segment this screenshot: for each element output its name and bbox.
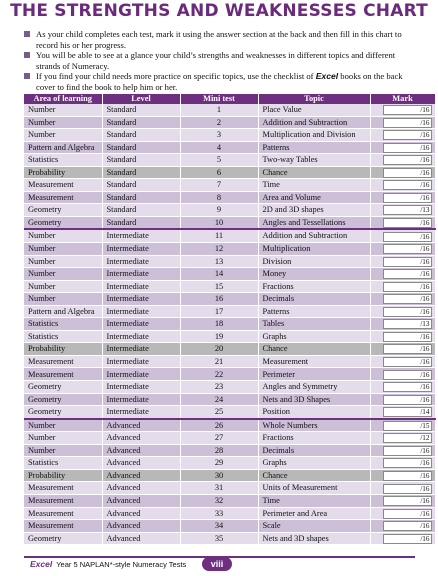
cell-mark [370, 532, 435, 545]
cell-area: Number [24, 104, 102, 116]
cell-level: Advanced [102, 507, 180, 520]
table-row [24, 229, 435, 242]
cell-level: Standard [102, 166, 180, 179]
cell-topic: Decimals [258, 293, 370, 306]
cell-area: Measurement [24, 191, 102, 204]
mark-entry-box[interactable]: /16 [383, 244, 432, 254]
header-area: Area of learning [24, 94, 102, 104]
table-row [24, 104, 435, 116]
cell-mark [370, 204, 435, 217]
table-row [24, 268, 435, 281]
table-row [24, 243, 435, 256]
cell-topic: Nets and 3D shapes [258, 532, 370, 545]
mark-entry-box[interactable]: /16 [383, 282, 432, 292]
cell-mark [370, 520, 435, 533]
table-row [24, 318, 435, 331]
cell-mark [370, 355, 435, 368]
cell-mini-test: 29 [180, 457, 258, 470]
cell-mini-test: 15 [180, 280, 258, 293]
cell-mini-test: 14 [180, 268, 258, 281]
cell-level: Intermediate [102, 318, 180, 331]
mark-entry-box[interactable]: /16 [383, 332, 432, 342]
mark-entry-box[interactable]: /14 [383, 407, 432, 417]
table-row [24, 494, 435, 507]
cell-level: Intermediate [102, 305, 180, 318]
cell-mini-test: 31 [180, 482, 258, 495]
cell-mini-test: 4 [180, 141, 258, 154]
cell-mark [370, 482, 435, 495]
cell-mark [370, 469, 435, 482]
cell-mark [370, 191, 435, 204]
cell-mini-test: 22 [180, 368, 258, 381]
cell-level: Standard [102, 129, 180, 142]
cell-area: Number [24, 268, 102, 281]
cell-area: Number [24, 229, 102, 242]
cell-area: Number [24, 243, 102, 256]
cell-topic: Time [258, 179, 370, 192]
cell-area: Measurement [24, 507, 102, 520]
cell-level: Intermediate [102, 393, 180, 406]
table-row [24, 368, 435, 381]
cell-mark [370, 368, 435, 381]
cell-mark [370, 507, 435, 520]
instruction-text: You will be able to see at a glance your child’s strengths and weaknesses in different topics and different strands of Numeracy. [36, 50, 396, 71]
cell-area: Measurement [24, 494, 102, 507]
bullet-square-icon [24, 52, 30, 58]
cell-topic: Units of Measurement [258, 482, 370, 495]
cell-level: Advanced [102, 469, 180, 482]
mark-entry-box[interactable]: /12 [383, 433, 432, 443]
excel-brand-inline: Excel [315, 71, 339, 82]
cell-mark [370, 419, 435, 432]
table-row [24, 255, 435, 268]
cell-mini-test: 11 [180, 229, 258, 242]
cell-level: Standard [102, 179, 180, 192]
cell-mark [370, 179, 435, 192]
cell-mini-test: 28 [180, 444, 258, 457]
cell-mark [370, 141, 435, 154]
cell-mini-test: 27 [180, 432, 258, 445]
cell-topic: 2D and 3D shapes [258, 204, 370, 217]
mark-entry-box[interactable]: /16 [383, 143, 432, 153]
cell-mark [370, 406, 435, 419]
mark-entry-box[interactable]: /16 [383, 458, 432, 468]
cell-mark [370, 229, 435, 242]
mark-entry-box[interactable]: /16 [383, 105, 432, 115]
cell-level: Intermediate [102, 293, 180, 306]
cell-mini-test: 30 [180, 469, 258, 482]
cell-level: Advanced [102, 419, 180, 432]
cell-topic: Chance [258, 343, 370, 356]
cell-mini-test: 35 [180, 532, 258, 545]
cell-area: Number [24, 419, 102, 432]
mark-entry-box[interactable]: /16 [383, 357, 432, 367]
cell-area: Geometry [24, 381, 102, 394]
cell-area: Statistics [24, 457, 102, 470]
cell-level: Standard [102, 191, 180, 204]
bullet-square-icon [24, 73, 30, 79]
cell-area: Probability [24, 469, 102, 482]
cell-level: Advanced [102, 532, 180, 545]
cell-topic: Patterns [258, 305, 370, 318]
cell-area: Number [24, 432, 102, 445]
cell-area: Geometry [24, 532, 102, 545]
cell-level: Intermediate [102, 280, 180, 293]
table-row [24, 293, 435, 306]
cell-mini-test: 1 [180, 104, 258, 116]
cell-area: Probability [24, 166, 102, 179]
cell-mark [370, 268, 435, 281]
cell-level: Standard [102, 104, 180, 116]
cell-area: Measurement [24, 179, 102, 192]
cell-mark [370, 444, 435, 457]
cell-mini-test: 2 [180, 116, 258, 129]
cell-mini-test: 8 [180, 191, 258, 204]
cell-area: Number [24, 116, 102, 129]
cell-mark [370, 116, 435, 129]
instruction-text-pre: If you find your child needs more practice on specific topics, use the checklist of [36, 71, 316, 82]
table-row [24, 457, 435, 470]
cell-topic: Measurement [258, 355, 370, 368]
table-row [24, 280, 435, 293]
cell-level: Intermediate [102, 243, 180, 256]
cell-topic: Place Value [258, 104, 370, 116]
mark-entry-box[interactable]: /16 [383, 118, 432, 128]
cell-mark [370, 330, 435, 343]
cell-topic: Addition and Subtraction [258, 116, 370, 129]
page-title: THE STRENGTHS AND WEAKNESSES CHART [10, 1, 428, 21]
mark-entry-box[interactable]: /15 [383, 421, 432, 431]
cell-area: Statistics [24, 318, 102, 331]
instruction-text-post: books on the back cover to find the book to help him or her. [36, 71, 403, 92]
cell-topic: Chance [258, 166, 370, 179]
cell-mini-test: 26 [180, 419, 258, 432]
cell-mark [370, 255, 435, 268]
cell-topic: Tables [258, 318, 370, 331]
mark-entry-box[interactable]: /16 [383, 534, 432, 544]
cell-topic: Area and Volume [258, 191, 370, 204]
cell-mark [370, 432, 435, 445]
instruction-item [24, 50, 420, 71]
cell-mini-test: 19 [180, 330, 258, 343]
cell-topic: Multiplication and Division [258, 129, 370, 142]
cell-mark [370, 280, 435, 293]
cell-level: Standard [102, 154, 180, 167]
cell-mini-test: 17 [180, 305, 258, 318]
cell-level: Intermediate [102, 330, 180, 343]
cell-mini-test: 13 [180, 255, 258, 268]
mark-entry-box[interactable]: /16 [383, 257, 432, 267]
table-row [24, 444, 435, 457]
cell-area: Measurement [24, 368, 102, 381]
header-mark: Mark [370, 94, 435, 104]
cell-topic: Division [258, 255, 370, 268]
table-row [24, 393, 435, 406]
mark-entry-box[interactable]: /16 [383, 294, 432, 304]
cell-mini-test: 6 [180, 166, 258, 179]
cell-area: Number [24, 444, 102, 457]
table-row [24, 482, 435, 495]
cell-area: Geometry [24, 216, 102, 229]
cell-topic: Addition and Subtraction [258, 229, 370, 242]
cell-mini-test: 34 [180, 520, 258, 533]
cell-topic: Patterns [258, 141, 370, 154]
cell-topic: Graphs [258, 457, 370, 470]
cell-topic: Fractions [258, 432, 370, 445]
cell-mark [370, 216, 435, 229]
cell-mark [370, 243, 435, 256]
mark-entry-box[interactable]: /16 [383, 168, 432, 178]
cell-level: Intermediate [102, 381, 180, 394]
table-row [24, 305, 435, 318]
cell-level: Standard [102, 141, 180, 154]
table-row [24, 532, 435, 545]
footer-title: Year 5 NAPLAN*-style Numeracy Tests [56, 560, 187, 569]
cell-level: Standard [102, 216, 180, 229]
cell-topic: Graphs [258, 330, 370, 343]
instruction-item [24, 71, 420, 92]
table-row [24, 507, 435, 520]
cell-area: Geometry [24, 204, 102, 217]
cell-mini-test: 21 [180, 355, 258, 368]
cell-area: Number [24, 255, 102, 268]
mark-entry-box[interactable]: /16 [383, 484, 432, 494]
cell-area: Pattern and Algebra [24, 305, 102, 318]
header-mini-test: Mini test [180, 94, 258, 104]
mark-entry-box[interactable]: /16 [383, 395, 432, 405]
cell-area: Measurement [24, 482, 102, 495]
table-row [24, 469, 435, 482]
mark-entry-box[interactable]: /16 [383, 130, 432, 140]
cell-mark [370, 305, 435, 318]
bullet-square-icon [24, 31, 30, 37]
mark-entry-box[interactable]: /16 [383, 193, 432, 203]
mark-entry-box[interactable]: /16 [383, 180, 432, 190]
cell-mini-test: 24 [180, 393, 258, 406]
cell-topic: Fractions [258, 280, 370, 293]
cell-area: Measurement [24, 355, 102, 368]
cell-mini-test: 5 [180, 154, 258, 167]
cell-topic: Perimeter [258, 368, 370, 381]
cell-mark [370, 129, 435, 142]
cell-topic: Angles and Tessellations [258, 216, 370, 229]
cell-mark [370, 104, 435, 116]
footer [30, 559, 186, 569]
table-row [24, 141, 435, 154]
cell-mini-test: 3 [180, 129, 258, 142]
table-body [24, 104, 435, 545]
cell-topic: Angles and Symmetry [258, 381, 370, 394]
cell-mark [370, 343, 435, 356]
cell-topic: Decimals [258, 444, 370, 457]
mark-entry-box[interactable]: /16 [383, 471, 432, 481]
cell-mini-test: 23 [180, 381, 258, 394]
cell-topic: Money [258, 268, 370, 281]
table-row [24, 406, 435, 419]
cell-topic: Chance [258, 469, 370, 482]
cell-mini-test: 32 [180, 494, 258, 507]
mark-entry-box[interactable]: /16 [383, 382, 432, 392]
mark-entry-box[interactable]: /13 [383, 205, 432, 215]
cell-mark [370, 457, 435, 470]
mark-entry-box[interactable]: /16 [383, 521, 432, 531]
cell-area: Pattern and Algebra [24, 141, 102, 154]
mark-entry-box[interactable]: /13 [383, 319, 432, 329]
header-topic: Topic [258, 94, 370, 104]
cell-topic: Nets and 3D Shapes [258, 393, 370, 406]
cell-level: Advanced [102, 432, 180, 445]
mark-entry-box[interactable]: /16 [383, 509, 432, 519]
table-row [24, 432, 435, 445]
cell-mini-test: 9 [180, 204, 258, 217]
table-header-row [24, 94, 435, 104]
cell-mark [370, 293, 435, 306]
cell-area: Number [24, 293, 102, 306]
table-row [24, 191, 435, 204]
mark-entry-box[interactable]: /16 [383, 307, 432, 317]
page-number: viii [202, 557, 232, 571]
table-row [24, 355, 435, 368]
cell-topic: Position [258, 406, 370, 419]
cell-level: Intermediate [102, 355, 180, 368]
mark-entry-box[interactable]: /16 [383, 218, 432, 228]
table-row [24, 520, 435, 533]
table-row [24, 381, 435, 394]
cell-topic: Multiplication [258, 243, 370, 256]
footer-brand: Excel [30, 559, 53, 569]
cell-level: Intermediate [102, 268, 180, 281]
strengths-weaknesses-table [24, 94, 436, 545]
cell-mini-test: 16 [180, 293, 258, 306]
mark-entry-box[interactable]: /16 [383, 496, 432, 506]
cell-area: Number [24, 129, 102, 142]
cell-area: Geometry [24, 406, 102, 419]
cell-mini-test: 10 [180, 216, 258, 229]
mark-entry-box[interactable]: /16 [383, 370, 432, 380]
cell-mini-test: 25 [180, 406, 258, 419]
cell-area: Statistics [24, 154, 102, 167]
mark-entry-box[interactable]: /16 [383, 155, 432, 165]
table-row [24, 179, 435, 192]
cell-area: Number [24, 280, 102, 293]
instructions-list [24, 29, 420, 93]
mark-entry-box[interactable]: /16 [383, 446, 432, 456]
table-row [24, 216, 435, 229]
cell-topic: Whole Numbers [258, 419, 370, 432]
cell-level: Standard [102, 204, 180, 217]
cell-topic: Time [258, 494, 370, 507]
table-row [24, 116, 435, 129]
cell-mark [370, 166, 435, 179]
cell-mark [370, 381, 435, 394]
cell-level: Advanced [102, 494, 180, 507]
header-level: Level [102, 94, 180, 104]
table-row [24, 343, 435, 356]
cell-level: Advanced [102, 482, 180, 495]
cell-mark [370, 393, 435, 406]
table-row [24, 204, 435, 217]
cell-level: Intermediate [102, 368, 180, 381]
table-row [24, 419, 435, 432]
table-row [24, 330, 435, 343]
cell-level: Intermediate [102, 229, 180, 242]
cell-mini-test: 33 [180, 507, 258, 520]
table-row [24, 154, 435, 167]
cell-mark [370, 154, 435, 167]
mark-entry-box[interactable]: /16 [383, 269, 432, 279]
cell-level: Standard [102, 116, 180, 129]
cell-mark [370, 494, 435, 507]
cell-mini-test: 7 [180, 179, 258, 192]
cell-level: Intermediate [102, 255, 180, 268]
cell-area: Measurement [24, 520, 102, 533]
cell-topic: Scale [258, 520, 370, 533]
table-row [24, 129, 435, 142]
cell-topic: Perimeter and Area [258, 507, 370, 520]
cell-mark [370, 318, 435, 331]
cell-mini-test: 12 [180, 243, 258, 256]
cell-level: Advanced [102, 444, 180, 457]
instruction-item [24, 29, 420, 50]
table-row [24, 166, 435, 179]
cell-area: Statistics [24, 330, 102, 343]
cell-level: Intermediate [102, 406, 180, 419]
mark-entry-box[interactable]: /16 [383, 232, 432, 242]
mark-entry-box[interactable]: /16 [383, 344, 432, 354]
cell-level: Intermediate [102, 343, 180, 356]
cell-level: Advanced [102, 520, 180, 533]
cell-topic: Two-way Tables [258, 154, 370, 167]
cell-area: Probability [24, 343, 102, 356]
cell-level: Advanced [102, 457, 180, 470]
cell-mini-test: 20 [180, 343, 258, 356]
instruction-text: As your child completes each test, mark it using the answer section at the back and then fill in this chart to record his or her progress. [36, 29, 402, 50]
cell-area: Geometry [24, 393, 102, 406]
cell-mini-test: 18 [180, 318, 258, 331]
